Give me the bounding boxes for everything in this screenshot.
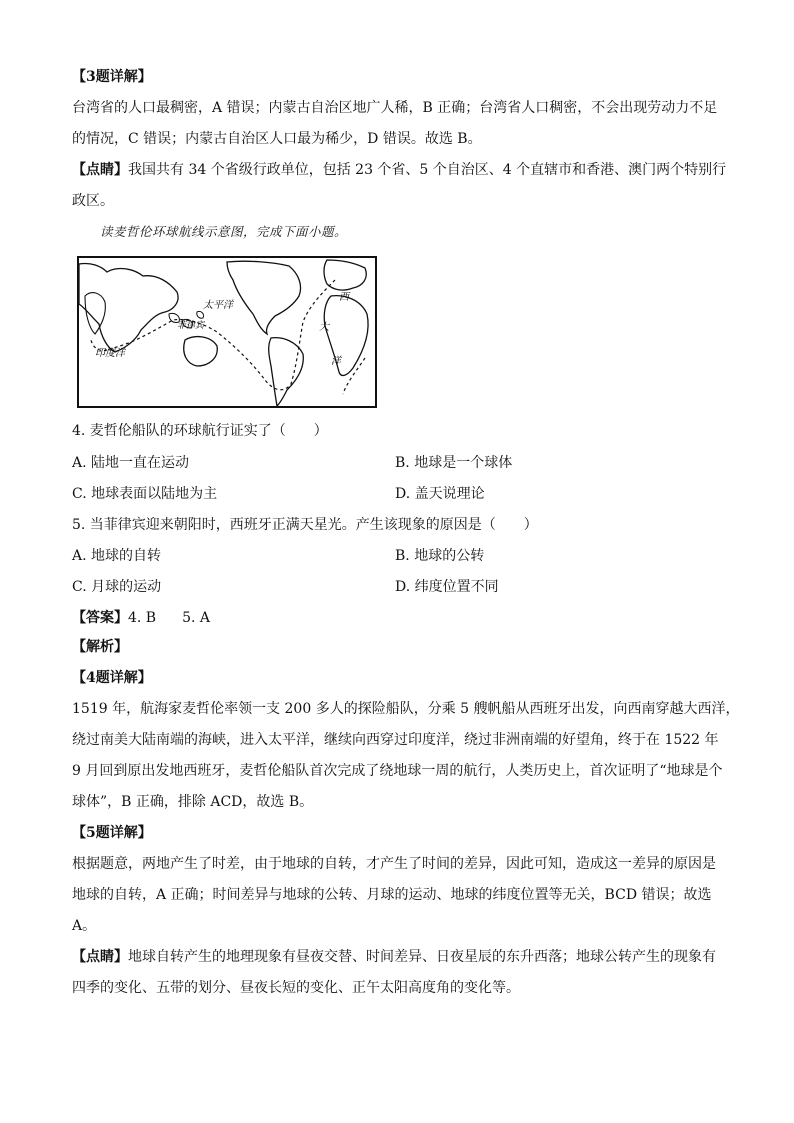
q4-detail-line: 绕过南美大陆南端的海峡，进入太平洋，继续向西穿过印度洋，绕过非洲南端的好望角，终于在 1522 年: [72, 732, 719, 748]
question-4-stem: 4. 麦哲伦船队的环球航行证实了（ ）: [72, 423, 328, 439]
q3-detail-heading: 【3题详解】: [72, 69, 152, 85]
analysis-section: [72, 632, 722, 663]
q4-detail-section: [72, 663, 740, 818]
q4-option-c[interactable]: C. 地球表面以陆地为主: [72, 486, 218, 502]
q5-option-d[interactable]: D. 纬度位置不同: [395, 579, 499, 595]
q4-detail-line: 1519 年，航海家麦哲伦率领一支 200 多人的探险船队，分乘 5 艘帆船从西班牙出发，向西南穿越大西洋，: [72, 701, 740, 717]
question-5-stem: 5. 当菲律宾迎来朝阳时，西班牙正满天星光。产生该现象的原因是（ ）: [72, 517, 538, 533]
q4-option-d[interactable]: D. 盖天说理论: [395, 486, 485, 502]
map-caption: 读麦哲伦环球航线示意图，完成下面小题。: [100, 224, 348, 239]
atlantic-label-2: 西: [339, 292, 349, 303]
answer-line: [72, 607, 210, 627]
atlantic-label-3: 洋: [331, 356, 341, 367]
pacific-label: 太平洋: [203, 300, 233, 311]
q5-option-b[interactable]: B. 地球的公转: [395, 548, 485, 564]
q3-detail-line: 的情况，C 错误；内蒙古自治区人口最为稀少，D 错误。故选 B。: [72, 131, 482, 147]
answer-heading: 【答案】: [72, 610, 128, 626]
q5-detail-section: [72, 818, 722, 942]
q4-detail-line: 9 月回到原出发地西班牙，麦哲伦船队首次完成了绕地球一周的航行，人类历史上，首次证明了“地球是个: [72, 763, 723, 779]
tip-line: 四季的变化、五带的划分、昼夜长短的变化、正午太阳高度角的变化等。: [72, 980, 520, 996]
answer-5: 5. A: [182, 610, 211, 626]
magellan-route-map: [77, 256, 377, 408]
tip-section-2: [72, 942, 722, 1004]
q5-detail-line: 地球的自转，A 正确；时间差异与地球的公转、月球的运动、地球的纬度位置等无关，BCD 错误；故选: [72, 887, 712, 903]
atlantic-label-1: 大: [319, 322, 329, 333]
q5-detail-line: 根据题意，两地产生了时差，由于地球的自转，才产生了时间的差异，因此可知，造成这一差异的原因是: [72, 856, 716, 872]
q3-detail-line: 台湾省的人口最稠密，A 错误；内蒙古自治区地广人稀，B 正确；台湾省人口稠密，不会出现劳动力不足: [72, 100, 718, 116]
tip-line: 我国共有 34 个省级行政单位，包括 23 个省、5 个自治区、4 个直辖市和香港、澳门两个特别行: [128, 162, 727, 178]
q4-detail-heading: 【4题详解】: [72, 670, 152, 686]
world-map-figure: [77, 256, 377, 408]
answer-4: 4. B: [128, 610, 157, 626]
q5-detail-heading: 【5题详解】: [72, 825, 152, 841]
q5-detail-line: A。: [72, 918, 97, 934]
q4-option-a[interactable]: A. 陆地一直在运动: [72, 455, 190, 471]
tip-heading: 【点睛】: [72, 162, 128, 178]
q5-option-c[interactable]: C. 月球的运动: [72, 579, 162, 595]
analysis-heading: 【解析】: [72, 639, 128, 655]
tip-section: [72, 155, 727, 217]
philippines-label: 菲律宾: [177, 321, 205, 331]
q5-option-a[interactable]: A. 地球的自转: [72, 548, 162, 564]
q4-detail-line: 球体”，B 正确，排除 ACD，故选 B。: [72, 794, 314, 810]
indian-ocean-label: 印度洋: [95, 348, 125, 359]
tip-line: 地球自转产生的地理现象有昼夜交替、时间差异、日夜星辰的东升西落；地球公转产生的现象有: [128, 949, 716, 965]
tip-line: 政区。: [72, 193, 114, 209]
q3-detail-section: [72, 62, 722, 155]
tip-heading: 【点睛】: [72, 949, 128, 965]
q4-option-b[interactable]: B. 地球是一个球体: [395, 455, 513, 471]
